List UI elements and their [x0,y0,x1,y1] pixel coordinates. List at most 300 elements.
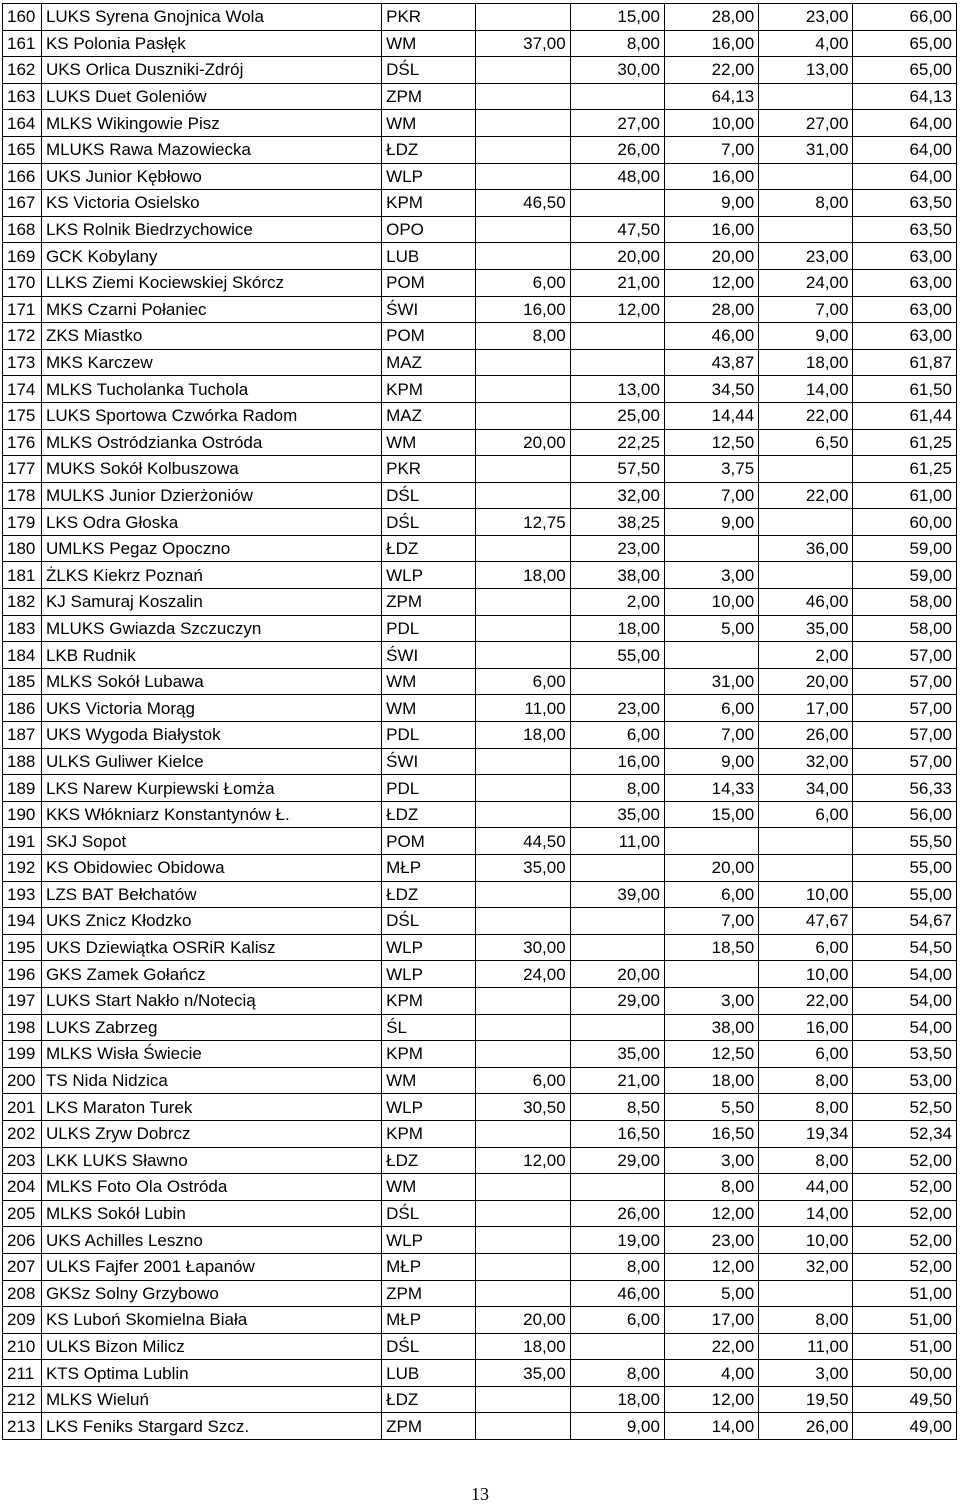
region-cell: LUB [382,243,476,270]
rank-cell: 162 [3,57,42,84]
region-cell: KPM [382,190,476,217]
score-4-cell: 6,00 [759,1041,853,1068]
score-1-cell [476,1413,570,1440]
score-3-cell: 64,13 [664,83,758,110]
page-number: 13 [471,1484,489,1504]
region-cell: MŁP [382,1307,476,1334]
score-4-cell: 22,00 [759,402,853,429]
score-3-cell: 5,00 [664,615,758,642]
score-3-cell: 10,00 [664,589,758,616]
score-2-cell: 25,00 [570,402,664,429]
score-4-cell: 22,00 [759,987,853,1014]
rank-cell: 191 [3,828,42,855]
club-name-cell: KS Obidowiec Obidowa [41,855,381,882]
score-3-cell [664,961,758,988]
club-name-cell: MKS Karczew [41,349,381,376]
table-row [3,668,957,695]
score-4-cell [759,509,853,536]
total-score-cell: 57,00 [853,748,957,775]
ranking-table [2,3,957,1440]
score-1-cell [476,1280,570,1307]
club-name-cell: LKS Narew Kurpiewski Łomża [41,775,381,802]
total-score-cell: 54,00 [853,961,957,988]
total-score-cell: 54,50 [853,934,957,961]
region-cell: WLP [382,1227,476,1254]
total-score-cell: 57,00 [853,695,957,722]
rank-cell: 195 [3,934,42,961]
score-1-cell: 16,00 [476,296,570,323]
club-name-cell: UKS Wygoda Białystok [41,722,381,749]
score-4-cell: 11,00 [759,1333,853,1360]
region-cell: PKR [382,4,476,31]
score-4-cell [759,1280,853,1307]
region-cell: WM [382,429,476,456]
score-4-cell: 19,34 [759,1120,853,1147]
club-name-cell: MKS Czarni Połaniec [41,296,381,323]
region-cell: WM [382,1067,476,1094]
region-cell: MAZ [382,402,476,429]
total-score-cell: 53,00 [853,1067,957,1094]
score-4-cell: 3,00 [759,1360,853,1387]
score-3-cell: 14,44 [664,402,758,429]
club-name-cell: ULKS Zryw Dobrcz [41,1120,381,1147]
table-row [3,269,957,296]
score-3-cell: 31,00 [664,668,758,695]
score-2-cell: 46,00 [570,1280,664,1307]
score-4-cell: 35,00 [759,615,853,642]
club-name-cell: MUKS Sokół Kolbuszowa [41,456,381,483]
rank-cell: 211 [3,1360,42,1387]
rank-cell: 172 [3,323,42,350]
score-2-cell [570,855,664,882]
score-4-cell: 10,00 [759,961,853,988]
score-1-cell [476,456,570,483]
club-name-cell: LKB Rudnik [41,642,381,669]
score-1-cell [476,775,570,802]
total-score-cell: 52,50 [853,1094,957,1121]
score-4-cell: 4,00 [759,30,853,57]
table-row [3,1227,957,1254]
score-1-cell: 30,00 [476,934,570,961]
score-3-cell: 14,00 [664,1413,758,1440]
table-row [3,1120,957,1147]
score-3-cell [664,828,758,855]
score-3-cell: 12,00 [664,1200,758,1227]
score-3-cell: 4,00 [664,1360,758,1387]
score-3-cell: 6,00 [664,695,758,722]
club-name-cell: LLKS Ziemi Kociewskiej Skórcz [41,269,381,296]
score-3-cell: 28,00 [664,4,758,31]
score-1-cell [476,908,570,935]
score-4-cell [759,216,853,243]
club-name-cell: MLUKS Gwiazda Szczuczyn [41,615,381,642]
score-3-cell [664,535,758,562]
table-row [3,1014,957,1041]
club-name-cell: MLUKS Rawa Mazowiecka [41,136,381,163]
region-cell: DŚL [382,57,476,84]
score-3-cell: 18,00 [664,1067,758,1094]
table-row [3,1333,957,1360]
score-4-cell: 18,00 [759,349,853,376]
score-4-cell: 6,50 [759,429,853,456]
score-3-cell: 9,00 [664,509,758,536]
rank-cell: 213 [3,1413,42,1440]
score-2-cell: 48,00 [570,163,664,190]
score-1-cell [476,110,570,137]
total-score-cell: 52,00 [853,1227,957,1254]
club-name-cell: LUKS Sportowa Czwórka Radom [41,402,381,429]
score-4-cell: 8,00 [759,190,853,217]
rank-cell: 212 [3,1386,42,1413]
total-score-cell: 56,00 [853,801,957,828]
rank-cell: 184 [3,642,42,669]
score-1-cell: 12,75 [476,509,570,536]
total-score-cell: 51,00 [853,1333,957,1360]
table-row [3,775,957,802]
score-2-cell [570,908,664,935]
rank-cell: 182 [3,589,42,616]
score-4-cell: 23,00 [759,4,853,31]
score-1-cell [476,1253,570,1280]
club-name-cell: GKS Zamek Gołańcz [41,961,381,988]
score-4-cell: 24,00 [759,269,853,296]
region-cell: WM [382,110,476,137]
total-score-cell: 59,00 [853,535,957,562]
rank-cell: 193 [3,881,42,908]
total-score-cell: 55,00 [853,881,957,908]
total-score-cell: 63,00 [853,269,957,296]
rank-cell: 208 [3,1280,42,1307]
table-row [3,908,957,935]
table-row [3,1174,957,1201]
score-4-cell: 46,00 [759,589,853,616]
score-2-cell: 35,00 [570,801,664,828]
club-name-cell: MLKS Tucholanka Tuchola [41,376,381,403]
club-name-cell: LZS BAT Bełchatów [41,881,381,908]
region-cell: WM [382,668,476,695]
score-3-cell: 16,00 [664,30,758,57]
rank-cell: 187 [3,722,42,749]
total-score-cell: 64,00 [853,163,957,190]
table-row [3,722,957,749]
score-4-cell: 26,00 [759,1413,853,1440]
region-cell: DŚL [382,482,476,509]
score-2-cell: 26,00 [570,1200,664,1227]
score-4-cell: 7,00 [759,296,853,323]
region-cell: MAZ [382,349,476,376]
score-1-cell [476,615,570,642]
score-4-cell [759,456,853,483]
score-3-cell: 17,00 [664,1307,758,1334]
rank-cell: 207 [3,1253,42,1280]
score-4-cell: 14,00 [759,1200,853,1227]
score-2-cell: 9,00 [570,1413,664,1440]
score-1-cell: 35,00 [476,855,570,882]
region-cell: WLP [382,934,476,961]
score-2-cell: 30,00 [570,57,664,84]
score-1-cell [476,57,570,84]
region-cell: PDL [382,775,476,802]
score-1-cell [476,1227,570,1254]
score-3-cell: 12,00 [664,1253,758,1280]
score-4-cell: 10,00 [759,1227,853,1254]
score-1-cell [476,1041,570,1068]
total-score-cell: 66,00 [853,4,957,31]
score-2-cell: 15,00 [570,4,664,31]
score-3-cell: 20,00 [664,855,758,882]
score-2-cell: 8,00 [570,775,664,802]
region-cell: OPO [382,216,476,243]
club-name-cell: UKS Achilles Leszno [41,1227,381,1254]
score-4-cell: 8,00 [759,1094,853,1121]
region-cell: LUB [382,1360,476,1387]
score-2-cell: 23,00 [570,535,664,562]
region-cell: MŁP [382,1253,476,1280]
club-name-cell: MLKS Sokół Lubawa [41,668,381,695]
table-row [3,349,957,376]
table-row [3,402,957,429]
score-3-cell: 3,75 [664,456,758,483]
score-2-cell [570,83,664,110]
region-cell: POM [382,323,476,350]
score-2-cell: 29,00 [570,1147,664,1174]
score-1-cell [476,163,570,190]
club-name-cell: MLKS Wikingowie Pisz [41,110,381,137]
score-4-cell: 34,00 [759,775,853,802]
region-cell: WM [382,30,476,57]
club-name-cell: LKK LUKS Sławno [41,1147,381,1174]
score-1-cell: 18,00 [476,562,570,589]
region-cell: WM [382,695,476,722]
score-2-cell: 11,00 [570,828,664,855]
score-2-cell: 47,50 [570,216,664,243]
rank-cell: 202 [3,1120,42,1147]
score-2-cell: 8,50 [570,1094,664,1121]
region-cell: ŁDZ [382,535,476,562]
club-name-cell: MLKS Wieluń [41,1386,381,1413]
table-row [3,482,957,509]
score-2-cell: 39,00 [570,881,664,908]
table-row [3,934,957,961]
score-3-cell: 16,00 [664,216,758,243]
rank-cell: 174 [3,376,42,403]
rank-cell: 173 [3,349,42,376]
score-2-cell: 21,00 [570,1067,664,1094]
club-name-cell: ZKS Miastko [41,323,381,350]
score-3-cell: 3,00 [664,987,758,1014]
region-cell: WLP [382,961,476,988]
score-1-cell: 37,00 [476,30,570,57]
score-2-cell: 22,25 [570,429,664,456]
rank-cell: 198 [3,1014,42,1041]
table-row [3,456,957,483]
club-name-cell: LKS Feniks Stargard Szcz. [41,1413,381,1440]
score-4-cell: 27,00 [759,110,853,137]
region-cell: DŚL [382,1200,476,1227]
table-row [3,562,957,589]
score-1-cell [476,349,570,376]
table-row [3,190,957,217]
score-4-cell: 6,00 [759,801,853,828]
score-4-cell: 9,00 [759,323,853,350]
region-cell: ZPM [382,1280,476,1307]
score-3-cell: 38,00 [664,1014,758,1041]
rank-cell: 192 [3,855,42,882]
score-1-cell [476,987,570,1014]
total-score-cell: 64,00 [853,136,957,163]
club-name-cell: LKS Odra Głoska [41,509,381,536]
table-row [3,83,957,110]
score-1-cell [476,881,570,908]
total-score-cell: 59,00 [853,562,957,589]
table-row [3,855,957,882]
club-name-cell: ŻLKS Kiekrz Poznań [41,562,381,589]
score-1-cell: 18,00 [476,1333,570,1360]
region-cell: ŁDZ [382,1386,476,1413]
ranking-table-body [3,4,957,1440]
score-2-cell: 12,00 [570,296,664,323]
total-score-cell: 49,00 [853,1413,957,1440]
score-2-cell: 32,00 [570,482,664,509]
total-score-cell: 55,00 [853,855,957,882]
score-3-cell: 7,00 [664,908,758,935]
score-1-cell: 11,00 [476,695,570,722]
rank-cell: 203 [3,1147,42,1174]
rank-cell: 180 [3,535,42,562]
rank-cell: 196 [3,961,42,988]
total-score-cell: 56,33 [853,775,957,802]
score-1-cell: 44,50 [476,828,570,855]
rank-cell: 171 [3,296,42,323]
table-row [3,1386,957,1413]
score-1-cell [476,376,570,403]
score-3-cell: 28,00 [664,296,758,323]
table-row [3,57,957,84]
total-score-cell: 61,25 [853,456,957,483]
score-3-cell: 8,00 [664,1174,758,1201]
region-cell: KPM [382,376,476,403]
score-2-cell: 57,50 [570,456,664,483]
total-score-cell: 51,00 [853,1307,957,1334]
score-4-cell: 2,00 [759,642,853,669]
score-1-cell: 18,00 [476,722,570,749]
club-name-cell: KTS Optima Lublin [41,1360,381,1387]
score-2-cell [570,190,664,217]
club-name-cell: UKS Dziewiątka OSRiR Kalisz [41,934,381,961]
total-score-cell: 63,50 [853,216,957,243]
total-score-cell: 63,50 [853,190,957,217]
score-3-cell: 18,50 [664,934,758,961]
score-3-cell: 9,00 [664,190,758,217]
score-2-cell: 38,00 [570,562,664,589]
score-4-cell [759,562,853,589]
total-score-cell: 52,34 [853,1120,957,1147]
region-cell: ZPM [382,83,476,110]
score-2-cell: 18,00 [570,615,664,642]
total-score-cell: 52,00 [853,1147,957,1174]
score-1-cell [476,482,570,509]
rank-cell: 168 [3,216,42,243]
club-name-cell: LKS Rolnik Biedrzychowice [41,216,381,243]
club-name-cell: MLKS Foto Ola Ostróda [41,1174,381,1201]
total-score-cell: 49,50 [853,1386,957,1413]
score-2-cell: 2,00 [570,589,664,616]
rank-cell: 201 [3,1094,42,1121]
rank-cell: 165 [3,136,42,163]
score-3-cell: 16,00 [664,163,758,190]
club-name-cell: LUKS Syrena Gnojnica Wola [41,4,381,31]
rank-cell: 175 [3,402,42,429]
score-3-cell: 7,00 [664,136,758,163]
score-2-cell: 6,00 [570,1307,664,1334]
club-name-cell: LKS Maraton Turek [41,1094,381,1121]
score-1-cell: 46,50 [476,190,570,217]
table-row [3,1253,957,1280]
rank-cell: 161 [3,30,42,57]
total-score-cell: 58,00 [853,589,957,616]
rank-cell: 205 [3,1200,42,1227]
score-4-cell: 31,00 [759,136,853,163]
table-row [3,1280,957,1307]
table-row [3,695,957,722]
region-cell: KPM [382,1120,476,1147]
score-2-cell: 35,00 [570,1041,664,1068]
club-name-cell: TS Nida Nidzica [41,1067,381,1094]
score-3-cell: 22,00 [664,57,758,84]
rank-cell: 186 [3,695,42,722]
table-row [3,615,957,642]
table-row [3,136,957,163]
score-4-cell: 8,00 [759,1147,853,1174]
total-score-cell: 63,00 [853,243,957,270]
score-2-cell: 16,50 [570,1120,664,1147]
club-name-cell: MLKS Wisła Świecie [41,1041,381,1068]
score-1-cell: 6,00 [476,1067,570,1094]
score-4-cell: 10,00 [759,881,853,908]
score-4-cell: 36,00 [759,535,853,562]
region-cell: PDL [382,722,476,749]
table-row [3,828,957,855]
score-2-cell: 21,00 [570,269,664,296]
score-4-cell: 22,00 [759,482,853,509]
score-4-cell [759,83,853,110]
score-2-cell: 16,00 [570,748,664,775]
rank-cell: 176 [3,429,42,456]
score-4-cell [759,855,853,882]
region-cell: WM [382,1174,476,1201]
score-4-cell [759,163,853,190]
score-2-cell: 29,00 [570,987,664,1014]
rank-cell: 188 [3,748,42,775]
score-2-cell: 6,00 [570,722,664,749]
score-4-cell: 13,00 [759,57,853,84]
score-3-cell: 7,00 [664,482,758,509]
table-row [3,376,957,403]
rank-cell: 167 [3,190,42,217]
region-cell: KPM [382,1041,476,1068]
region-cell: WLP [382,163,476,190]
score-2-cell: 20,00 [570,243,664,270]
club-name-cell: ULKS Fajfer 2001 Łapanów [41,1253,381,1280]
score-4-cell: 26,00 [759,722,853,749]
score-3-cell: 12,00 [664,1386,758,1413]
score-4-cell: 17,00 [759,695,853,722]
table-row [3,642,957,669]
club-name-cell: MULKS Junior Dzierżoniów [41,482,381,509]
total-score-cell: 64,13 [853,83,957,110]
region-cell: ŁDZ [382,801,476,828]
table-row [3,30,957,57]
